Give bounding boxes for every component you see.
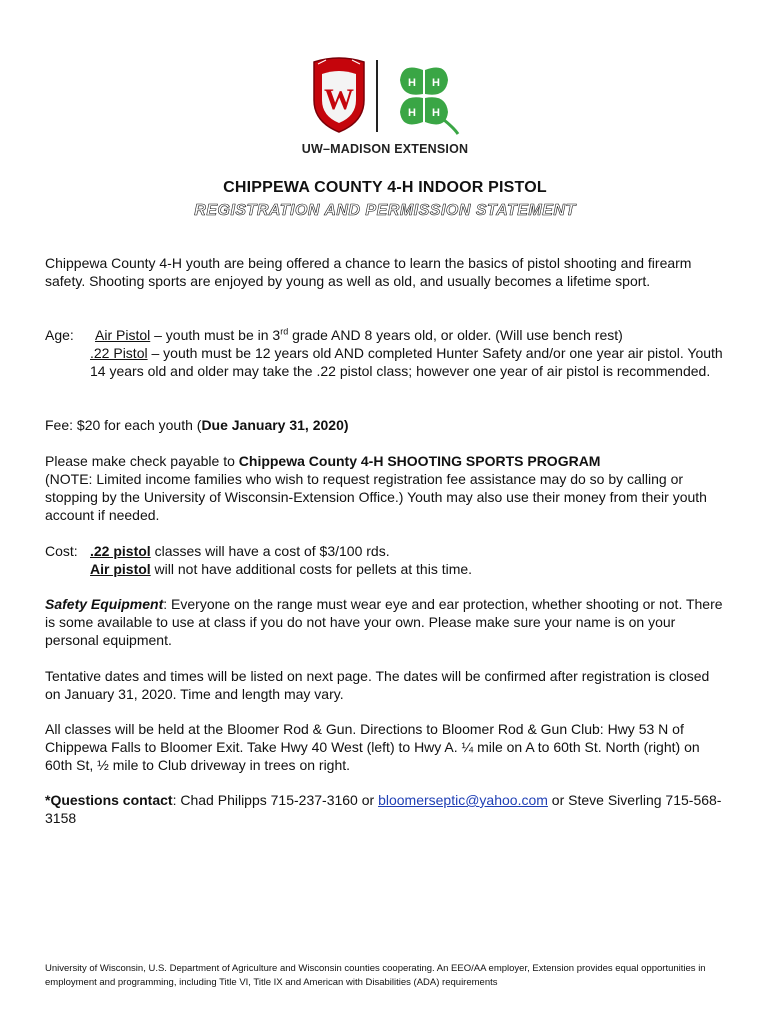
cost-label: Cost: xyxy=(45,543,78,559)
air-pistol-text-2: grade AND 8 years old, or older. (Will use bench rest) xyxy=(288,327,623,343)
contact-email-link[interactable]: bloomerseptic@yahoo.com xyxy=(378,792,548,808)
fee-due-date: Due January 31, 2020) xyxy=(201,417,349,433)
grade-superscript: rd xyxy=(280,326,289,337)
contact-paragraph xyxy=(45,791,725,827)
pistol-22-text: – youth must be 12 years old AND completed Hunter Safety and/or one year air pistol. Youth 14 years old and older may take the .22 pistol class; however one year of air pistol is recommended. xyxy=(90,345,723,379)
contact-text-1: : Chad Philipps 715-237-3160 or xyxy=(172,792,379,808)
logo-wordmark: UW–MADISON EXTENSION xyxy=(301,142,469,156)
cost-22-text: classes will have a cost of $3/100 rds. xyxy=(150,543,390,559)
contact-label: *Questions contact xyxy=(45,792,173,808)
logo-divider xyxy=(376,60,378,132)
safety-label: Safety Equipment xyxy=(45,596,164,612)
page-title: CHIPPEWA COUNTY 4-H INDOOR PISTOL xyxy=(223,179,547,196)
air-pistol-text-1: – youth must be in 3 xyxy=(150,327,281,343)
location-paragraph: All classes will be held at the Bloomer Rod & Gun. Directions to Bloomer Rod & Gun Club: Hwy 53 N of Chippewa Falls to Bloomer Exit. Take Hwy 40 West (left) to Hwy A. ¼ mile on A to 60th St. North (right) on 60th St, ½ mile to Club driveway in trees on right. xyxy=(45,721,700,773)
clover-letter: H xyxy=(432,107,440,119)
payable-paragraph xyxy=(45,452,725,524)
safety-text: : Everyone on the range must wear eye and ear protection, whether shooting or not. There is some available to use at class if you do not have your own. Please make sure your name is on your personal equipment. xyxy=(45,596,723,648)
payable-text: Please make check payable to xyxy=(45,453,239,469)
pistol-22-term: .22 Pistol xyxy=(90,345,148,361)
pistol-22-requirement xyxy=(45,344,725,380)
fee-assistance-note: (NOTE: Limited income families who wish to request registration fee assistance may do so by calling or stopping by the University of Wisconsin-Extension Office.) Youth may also use their money from their youth account if needed. xyxy=(45,471,707,523)
clover-letter: H xyxy=(408,107,416,119)
uw-crest-icon xyxy=(310,56,368,134)
fee-line xyxy=(45,416,725,434)
footer-disclaimer: University of Wisconsin, U.S. Department of Agriculture and Wisconsin counties cooperating. An EEO/AA employer, Extension provides equal opportunities in employment and programming, including Title VI, Title IX and American with Disabilities (ADA) requirements xyxy=(45,963,706,988)
cost-22-term: .22 pistol xyxy=(90,543,151,559)
intro-paragraph: Chippewa County 4-H youth are being offered a chance to learn the basics of pistol shooting and firearm safety. Shooting sports are enjoyed by young as well as old, and usually becomes a lifetime sport. xyxy=(45,255,692,289)
age-section xyxy=(45,326,725,380)
safety-paragraph xyxy=(45,595,725,649)
4h-clover-icon xyxy=(384,56,462,136)
contact-text-2: or Steve Siverling 715-568-3158 xyxy=(45,792,722,826)
page-subtitle: REGISTRATION AND PERMISSION STATEMENT xyxy=(194,202,576,219)
clover-letter: H xyxy=(432,77,440,89)
crest-letter: W xyxy=(324,83,354,116)
cost-air-text: will not have additional costs for pellets at this time. xyxy=(150,561,473,577)
tentative-paragraph: Tentative dates and times will be listed on next page. The dates will be confirmed after registration is closed on January 31, 2020. Time and length may vary. xyxy=(45,668,710,702)
fee-text: Fee: $20 for each youth ( xyxy=(45,417,202,433)
clover-letter: H xyxy=(408,77,416,89)
cost-section xyxy=(45,542,725,578)
payable-to-program: Chippewa County 4-H SHOOTING SPORTS PROGRAM xyxy=(238,453,601,469)
air-pistol-term: Air Pistol xyxy=(95,327,151,343)
age-label: Age: xyxy=(45,327,74,343)
cost-air-term: Air pistol xyxy=(90,561,151,577)
uw-madison-extension-logo xyxy=(300,52,480,162)
